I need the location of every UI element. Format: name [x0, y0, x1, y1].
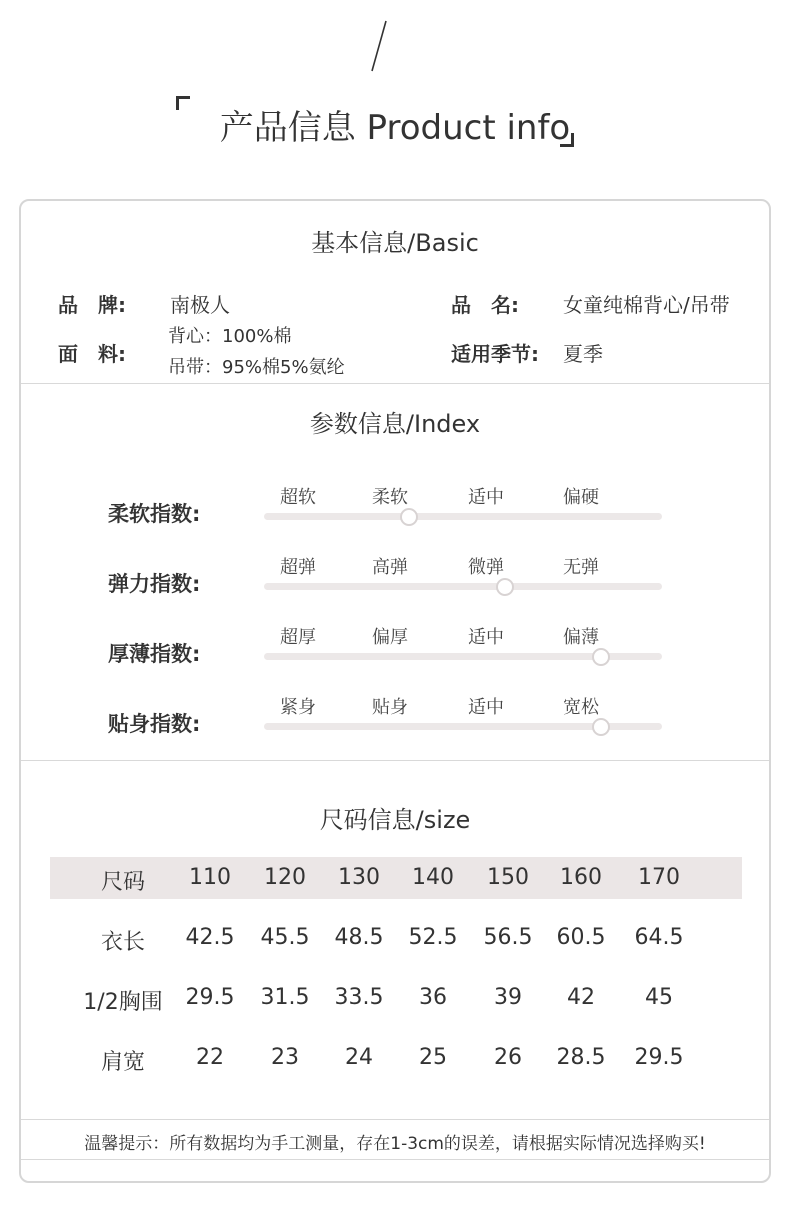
index-option: 偏厚 [372, 627, 408, 648]
size-table-cell: 33.5 [334, 985, 384, 1010]
section-divider [21, 1159, 769, 1160]
size-table-cell: 39 [494, 985, 522, 1010]
size-table-cell: 29.5 [634, 1045, 684, 1070]
size-table-cell: 24 [345, 1045, 373, 1070]
index-label: 贴身指数: [108, 712, 201, 736]
index-section-title: 参数信息/Index [309, 410, 481, 438]
section-divider [21, 383, 769, 384]
season-label: 适用季节: [451, 342, 539, 366]
size-header-cell: 140 [412, 865, 454, 890]
size-table-cell: 42.5 [185, 925, 235, 950]
size-table-cell: 22 [196, 1045, 224, 1070]
product-info-card [19, 199, 771, 1183]
size-table-cell: 1/2胸围 [83, 990, 163, 1015]
product-name-value: 女童纯棉背心/吊带 [563, 293, 730, 317]
fabric-line-vest: 背心：100%棉 [168, 326, 292, 347]
index-option: 柔软 [372, 487, 408, 508]
index-option: 偏硬 [563, 487, 599, 508]
size-table-cell: 52.5 [408, 925, 458, 950]
basic-section-title: 基本信息/Basic [311, 229, 479, 257]
size-table-cell: 64.5 [634, 925, 684, 950]
brand-value: 南极人 [170, 293, 230, 317]
size-header-cell: 160 [560, 865, 602, 890]
size-table-cell: 29.5 [185, 985, 235, 1010]
index-option: 适中 [468, 487, 504, 508]
index-option: 贴身 [372, 697, 408, 718]
size-table-cell: 60.5 [556, 925, 606, 950]
index-option: 适中 [468, 697, 504, 718]
fabric-line-camisole: 吊带：95%棉5%氨纶 [168, 357, 345, 378]
index-label: 柔软指数: [108, 502, 201, 526]
index-option: 宽松 [563, 697, 599, 718]
index-slider-knob [592, 718, 610, 736]
season-value: 夏季 [563, 342, 603, 366]
size-header-cell: 尺码 [100, 870, 145, 895]
size-table-cell: 衣长 [100, 930, 145, 955]
index-slider-knob [496, 578, 514, 596]
size-table-cell: 28.5 [556, 1045, 606, 1070]
size-header-cell: 150 [487, 865, 529, 890]
size-header-cell: 110 [189, 865, 231, 890]
index-label: 厚薄指数: [108, 642, 201, 666]
slash-decoration [370, 20, 388, 72]
size-table-cell: 36 [419, 985, 447, 1010]
size-table-cell: 31.5 [260, 985, 310, 1010]
size-header-cell: 120 [264, 865, 306, 890]
size-table-cell: 23 [271, 1045, 299, 1070]
measurement-tip: 温馨提示：所有数据均为手工测量，存在1-3cm的误差，请根据实际情况选择购买! [84, 1134, 706, 1154]
size-table-cell: 肩宽 [100, 1050, 145, 1075]
size-table-cell: 48.5 [334, 925, 384, 950]
index-slider-track [264, 513, 662, 520]
size-table-cell: 45 [645, 985, 673, 1010]
brand-label: 品 牌: [58, 293, 126, 317]
corner-bracket-right [560, 133, 574, 147]
index-option: 超软 [280, 487, 316, 508]
fabric-label: 面 料: [58, 342, 126, 366]
index-option: 超弹 [280, 557, 316, 578]
size-table-cell: 56.5 [483, 925, 533, 950]
index-option: 偏薄 [563, 627, 599, 648]
index-option: 无弹 [563, 557, 599, 578]
section-divider [21, 760, 769, 761]
index-option: 适中 [468, 627, 504, 648]
size-header-cell: 130 [338, 865, 380, 890]
index-option: 高弹 [372, 557, 408, 578]
section-divider [21, 1119, 769, 1120]
index-label: 弹力指数: [108, 572, 201, 596]
index-option: 紧身 [280, 697, 316, 718]
index-slider-track [264, 583, 662, 590]
index-option: 超厚 [280, 627, 316, 648]
size-table-cell: 45.5 [260, 925, 310, 950]
index-option: 微弹 [468, 557, 504, 578]
size-header-cell: 170 [638, 865, 680, 890]
size-section-title: 尺码信息/size [319, 806, 471, 834]
size-table-cell: 42 [567, 985, 595, 1010]
product-name-label: 品 名: [451, 293, 519, 317]
index-slider-knob [400, 508, 418, 526]
size-table-cell: 26 [494, 1045, 522, 1070]
page-title: 产品信息 Product info [219, 108, 571, 148]
size-table-cell: 25 [419, 1045, 447, 1070]
index-slider-knob [592, 648, 610, 666]
